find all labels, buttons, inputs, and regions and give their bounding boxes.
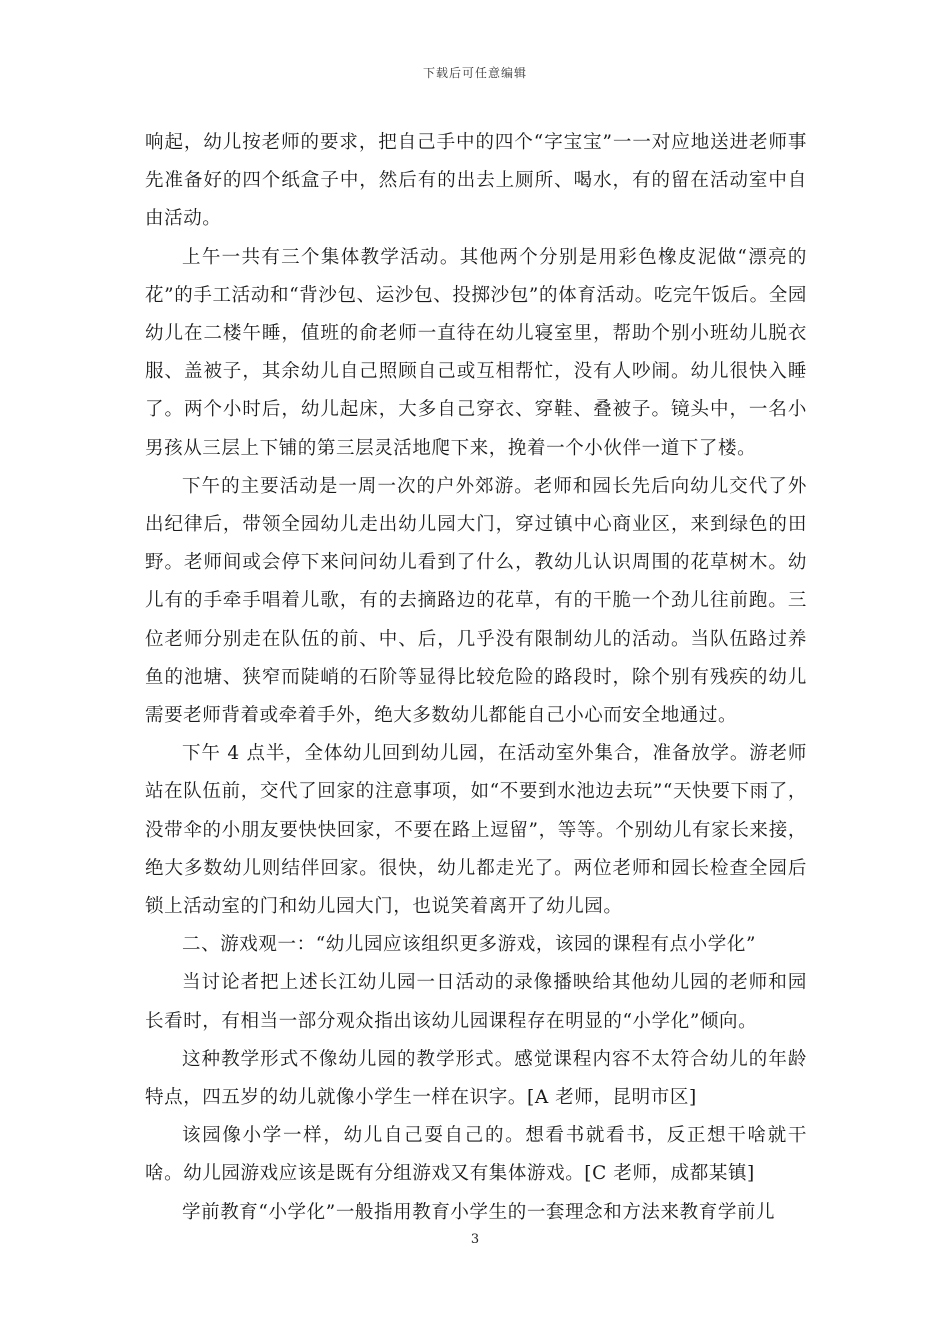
paragraph-3: 下午的主要活动是一周一次的户外郊游。老师和园长先后向幼儿交代了外出纪律后，带领全园幼儿走出幼儿园大门，穿过镇中心商业区，来到绿色的田野。老师间或会停下来问问幼儿看到了什么，教幼儿认识周围的花草树木。幼儿有的手牵手唱着儿歌，有的去摘路边的花草，有的干脆一个劲儿往前跑。三位老师分别走在队伍的前、中、后，几乎没有限制幼儿的活动。当队伍路过养鱼的池塘、狭窄而陡峭的石阶等显得比较危险的路段时，除个别有残疾的幼儿需要老师背着或牵着手外，绝大多数幼儿都能自己小心而安全地通过。 xyxy=(145,475,807,727)
document-body xyxy=(145,124,807,1232)
page-number: 3 xyxy=(470,1232,480,1247)
paragraph-1: 响起，幼儿按老师的要求，把自己手中的四个“字宝宝”一一对应地送进老师事先准备好的四个纸盒子中，然后有的出去上厕所、喝水，有的留在活动室中自由活动。 xyxy=(145,132,807,230)
quote-a-teacher: 这种教学形式不像幼儿园的教学形式。感觉课程内容不太符合幼儿的年龄特点，四五岁的幼儿就像小学生一样在识字。[A 老师，昆明市区] xyxy=(145,1048,807,1109)
page-header: 下载后可任意编辑 xyxy=(422,66,527,80)
paragraph-2: 上午一共有三个集体教学活动。其他两个分别是用彩色橡皮泥做“漂亮的花”的手工活动和“背沙包、运沙包、投掷沙包”的体育活动。吃完午饭后。全园幼儿在二楼午睡，值班的俞老师一直待在幼儿寝室里，帮助个别小班幼儿脱衣服、盖被子，其余幼儿自己照顾自己或互相帮忙，没有人吵闹。幼儿很快入睡了。两个小时后，幼儿起床，大多自己穿衣、穿鞋、叠被子。镜头中，一名小男孩从三层上下铺的第三层灵活地爬下来，挽着一个小伙伴一道下了楼。 xyxy=(145,246,807,459)
section-heading: 二、游戏观一：“幼儿园应该组织更多游戏，该园的课程有点小学化” xyxy=(182,934,757,956)
paragraph-6: 当讨论者把上述长江幼儿园一日活动的录像播映给其他幼儿园的老师和园长看时，有相当一部分观众指出该幼儿园课程存在明显的“小学化”倾向。 xyxy=(145,972,807,1032)
quote-c-teacher: 该园像小学一样，幼儿自己耍自己的。想看书就看书，反正想干啥就干啥。幼儿园游戏应该是既有分组游戏又有集体游戏。[C 老师，成都某镇] xyxy=(145,1125,807,1185)
paragraph-9: 学前教育“小学化”一般指用教育小学生的一套理念和方法来教育学前儿 xyxy=(182,1201,776,1223)
paragraph-4: 下午 4 点半，全体幼儿回到幼儿园，在活动室外集合，准备放学。游老师站在队伍前，交代了回家的注意事项，如“不要到水池边去玩”“天快要下雨了，没带伞的小朋友要快快回家，不要在路上逗留”，等等。个别幼儿有家长来接，绝大多数幼儿则结伴回家。很快，幼儿都走光了。两位老师和园长检查全园后锁上活动室的门和幼儿园大门，也说笑着离开了幼儿园。 xyxy=(145,743,807,918)
